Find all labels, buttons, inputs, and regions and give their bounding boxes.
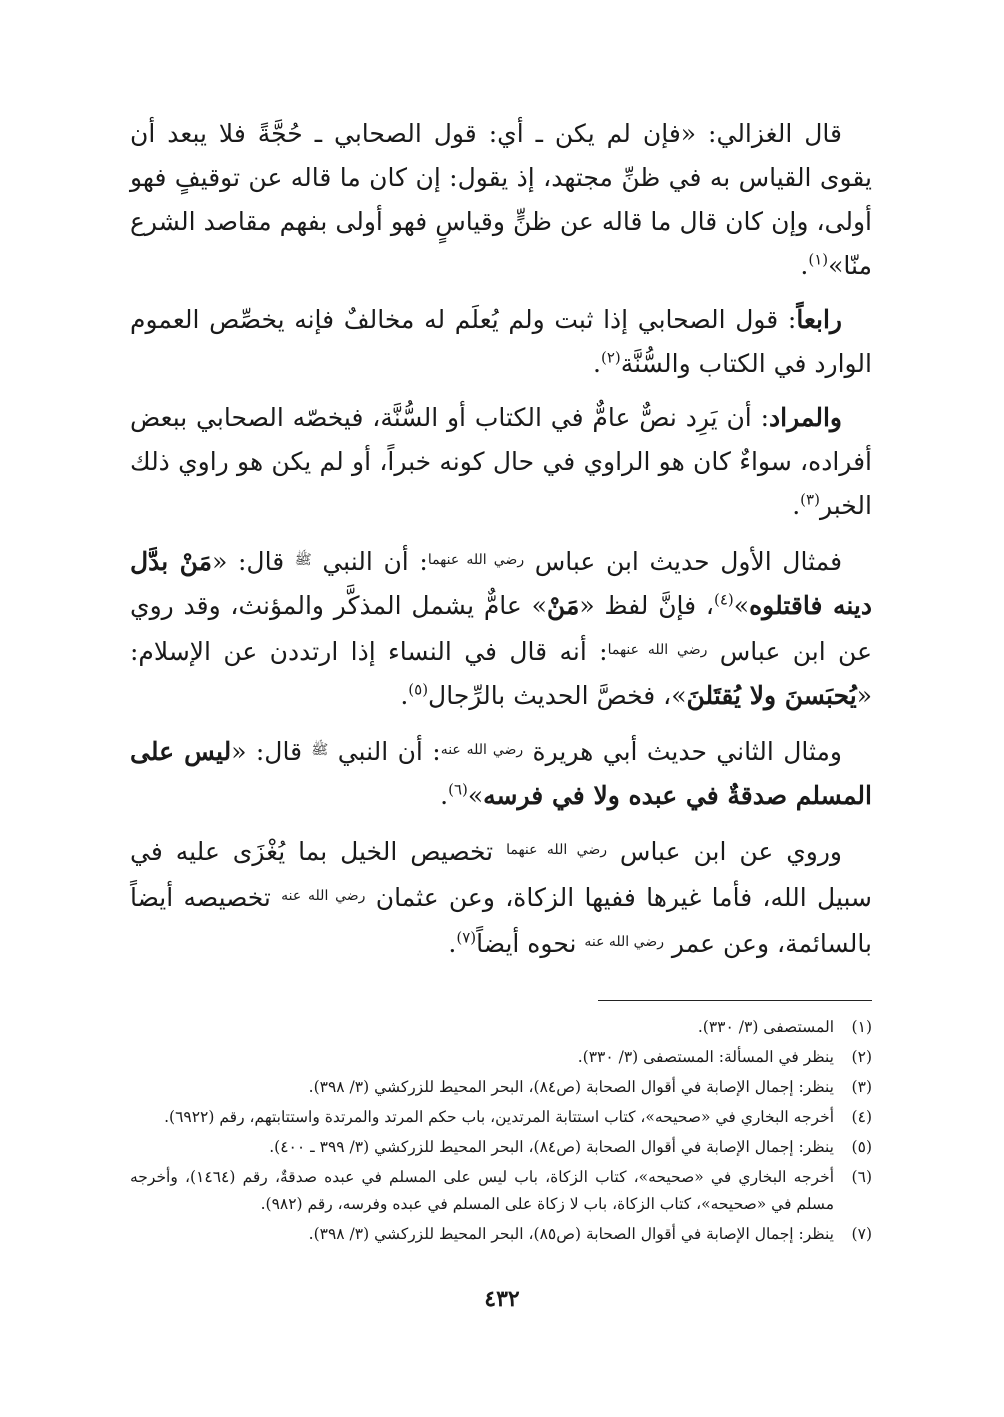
footnote-text: المستصفى (٣/ ٣٣٠). <box>697 1018 834 1036</box>
footnote-text: أخرجه البخاري في «صحيحه»، كتاب استتابة المرتدين، باب حكم المرتد والمرتدة واستتابتهم، رقم (٦٩٢٢). <box>164 1108 834 1126</box>
paragraph-lead: رابعاً <box>796 305 842 334</box>
text-run: » <box>733 591 750 620</box>
paragraph-ghazali-quote <box>130 112 872 288</box>
paragraph-text: قال الغزالي: «فإن لم يكن ـ أي: قول الصحابي ـ حُجَّةً فلا يبعد أن يقوى القياس به في ظنِّ مجتهد، إذ يقول: إن كان ما قاله عن توقيفٍ فهو أولى، وإن كان قال ما قاله عن ظنٍّ وقياسٍ فهو أولى بفهم مقاصد الشرع منّا» <box>130 119 872 280</box>
honorific-glyph: ﷺ <box>294 552 312 568</box>
honorific-glyph: رضي الله عنه <box>584 934 664 950</box>
paragraph-first-example <box>130 538 872 718</box>
footnote-text: ينظر في المسألة: المستصفى (٣/ ٣٣٠). <box>577 1048 834 1066</box>
footnote-number: (٦) <box>851 1168 872 1186</box>
text-run: فمثال الأول حديث ابن عباس <box>524 547 843 576</box>
footnote-number: (٢) <box>851 1048 872 1066</box>
footnote-ref[interactable]: (٢) <box>601 348 621 367</box>
hadith-text: يُحبَسنَ ولا يُقتَلنَ <box>686 681 857 710</box>
footnote-number: (٥) <box>851 1138 872 1156</box>
honorific-glyph: رضي الله عنهما <box>427 552 525 568</box>
footnote-separator <box>598 1000 872 1001</box>
footnote-ref[interactable]: (٤) <box>713 590 734 609</box>
honorific-glyph: رضي الله عنهما <box>607 642 708 658</box>
footnote <box>130 1221 872 1248</box>
paragraph-end: . <box>593 349 601 378</box>
text-run: قال: « <box>231 737 312 766</box>
text-run: ومثال الثاني حديث أبي هريرة <box>523 737 842 766</box>
text-run: تخصيصه أيضاً بالسائمة، وعن عمر <box>130 883 872 958</box>
footnote-number: (٣) <box>851 1078 872 1096</box>
text-run: : أنه قال في النساء إذا ارتددن عن الإسلام: « <box>130 637 872 710</box>
footnote <box>130 1014 872 1041</box>
text-run: نحوه أيضاً <box>476 929 585 958</box>
paragraph-narrations <box>130 828 872 966</box>
footnote <box>130 1104 872 1131</box>
footnotes <box>130 1014 872 1251</box>
footnote-text: ينظر: إجمال الإصابة في أقوال الصحابة (ص٨٥)، البحر المحيط للزركشي (٣/ ٣٩٨). <box>308 1225 834 1243</box>
footnote-text: أخرجه البخاري في «صحيحه»، كتاب الزكاة، باب ليس على المسلم في عبده صدقةٌ، رقم (١٤٦٤)، وأخرجه مسلم في «صحيحه»، كتاب الزكاة، باب لا زكاة على المسلم في عبده وفرسه، رقم (٩٨٢). <box>130 1168 834 1213</box>
footnote-text: ينظر: إجمال الإصابة في أقوال الصحابة (ص٨٤)، البحر المحيط للزركشي (٣/ ٣٩٨). <box>308 1078 834 1096</box>
footnote <box>130 1164 872 1218</box>
text-run: : أن النبي <box>311 547 428 576</box>
footnote <box>130 1134 872 1161</box>
text-run: . <box>448 929 457 958</box>
text-run: قال: « <box>212 547 295 576</box>
footnote-ref[interactable]: (٧) <box>456 928 477 947</box>
footnote-number: (٤) <box>851 1108 872 1126</box>
honorific-glyph: رضي الله عنه <box>281 888 366 904</box>
page-number: ٤٣٢ <box>484 1286 520 1312</box>
paragraph-fourth <box>130 298 872 386</box>
paragraph-end: . <box>792 491 801 520</box>
footnote-ref[interactable]: (٣) <box>800 490 820 509</box>
footnote <box>130 1044 872 1071</box>
footnote-ref[interactable]: (١) <box>808 250 829 269</box>
text-run: » <box>467 781 484 810</box>
paragraph-lead: والمراد <box>769 403 842 432</box>
paragraph-second-example <box>130 728 872 818</box>
paragraph-end: . <box>800 251 809 280</box>
main-text <box>130 112 872 976</box>
honorific-glyph: رضي الله عنه <box>440 742 524 758</box>
text-run: . <box>440 781 449 810</box>
text-run: تخصيص الخيل بما يُغْزَى عليه في سبيل الله، فأما غيرها ففيها الزكاة، وعن عثمان <box>130 837 872 912</box>
text-run: وروي عن ابن عباس <box>606 837 842 866</box>
hadith-word: مَنْ <box>546 591 580 620</box>
footnote-number: (١) <box>851 1018 872 1036</box>
footnote <box>130 1074 872 1101</box>
paragraph-text: : أن يَرِد نصٌّ عامٌّ في الكتاب أو السُّنَّة، فيخصّه الصحابي ببعض أفراده، سواءٌ كان هو الراوي في حال كونه خبراً، أو لم يكن هو راوي ذلك الخبر <box>130 403 872 520</box>
footnote-number: (٧) <box>851 1225 872 1243</box>
footnote-text: ينظر: إجمال الإصابة في أقوال الصحابة (ص٨٤)، البحر المحيط للزركشي (٣/ ٣٩٩ ـ ٤٠٠). <box>269 1138 834 1156</box>
paragraph-text: : قول الصحابي إذا ثبت ولم يُعلَم له مخالفٌ فإنه يخصِّص العموم الوارد في الكتاب والسُّنَّة <box>130 305 872 378</box>
text-run: »، فخصَّ الحديث بالرِّجال <box>428 681 687 710</box>
honorific-glyph: رضي الله عنهما <box>506 842 607 858</box>
text-run: . <box>400 681 409 710</box>
honorific-glyph: ﷺ <box>311 742 329 758</box>
hadith-text: ليس على المسلم صدقةٌ في عبده ولا في فرسه <box>130 737 872 810</box>
footnote-ref[interactable]: (٦) <box>448 780 468 799</box>
paragraph-meaning <box>130 396 872 528</box>
hadith-text: مَنْ بدَّل دينه فاقتلوه <box>130 547 872 620</box>
text-run: ، فإنَّ لفظ « <box>579 591 714 620</box>
text-run: : أن النبي <box>328 737 441 766</box>
footnote-ref[interactable]: (٥) <box>408 680 429 699</box>
text-run: » عامٌّ يشمل المذكَّر والمؤنث، وقد روي عن ابن عباس <box>130 591 873 666</box>
